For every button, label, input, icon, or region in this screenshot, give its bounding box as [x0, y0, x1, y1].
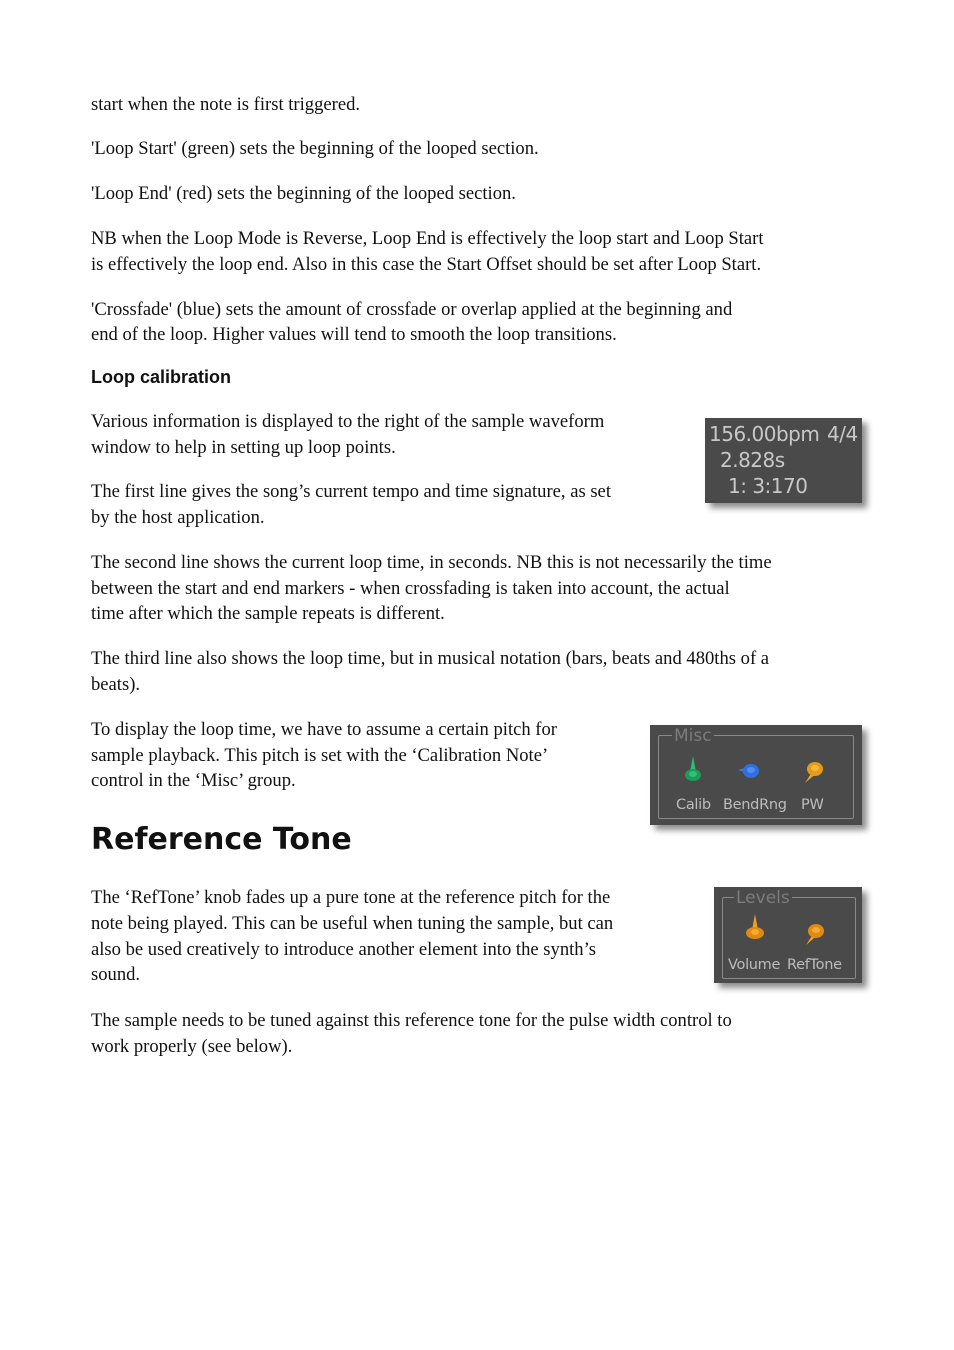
paragraph-line: between the start and end markers - when crossfading is taken into account, the actual	[91, 578, 730, 599]
paragraph-line: control in the ‘Misc’ group.	[91, 770, 296, 791]
paragraph-line: The second line shows the current loop time, in seconds. NB this is not necessarily the time	[91, 552, 772, 573]
paragraph-line: The first line gives the song’s current tempo and time signature, as set	[91, 481, 611, 502]
levels-group-panel	[714, 887, 862, 983]
reftone-knob-label: RefTone	[787, 957, 842, 973]
pw-knob-label: PW	[801, 797, 824, 813]
loop-info-display	[705, 418, 862, 503]
paragraph-line: window to help in setting up loop points.	[91, 437, 396, 458]
paragraph-line: sample playback. This pitch is set with the ‘Calibration Note’	[91, 745, 549, 766]
calib-knob-icon[interactable]	[681, 755, 707, 787]
bendrng-knob-label: BendRng	[723, 797, 787, 813]
paragraph-line: end of the loop. Higher values will tend to smooth the loop transitions.	[91, 324, 617, 345]
paragraph-line: Various information is displayed to the right of the sample waveform	[91, 411, 605, 432]
misc-group-panel	[650, 725, 862, 825]
volume-knob-label: Volume	[728, 957, 781, 973]
calib-knob-label: Calib	[676, 797, 711, 813]
paragraph-line: The ‘RefTone’ knob fades up a pure tone at the reference pitch for the	[91, 887, 611, 908]
paragraph-line: work properly (see below).	[91, 1036, 293, 1057]
paragraph-line: time after which the sample repeats is different.	[91, 603, 445, 624]
heading-reference-tone: Reference Tone	[91, 822, 352, 857]
paragraph-line: also be used creatively to introduce another element into the synth’s	[91, 939, 596, 960]
levels-group-title: Levels	[736, 888, 790, 908]
paragraph-line: is effectively the loop end. Also in this case the Start Offset should be set after Loop Start.	[91, 254, 762, 275]
paragraph-line: To display the loop time, we have to assume a certain pitch for	[91, 719, 557, 740]
paragraph-note-trigger: start when the note is first triggered.	[91, 94, 361, 115]
pw-knob-icon[interactable]	[801, 757, 827, 789]
paragraph-line: sound.	[91, 964, 141, 985]
paragraph-line: by the host application.	[91, 507, 265, 528]
loop-musical-readout: 1: 3:170	[728, 474, 808, 498]
loop-seconds-readout: 2.828s	[720, 448, 785, 472]
paragraph-line: The third line also shows the loop time, but in musical notation (bars, beats and 480ths of a	[91, 648, 770, 669]
volume-knob-icon[interactable]	[742, 913, 768, 945]
paragraph-loop-end: 'Loop End' (red) sets the beginning of the looped section.	[91, 183, 516, 204]
reftone-knob-icon[interactable]	[802, 919, 828, 951]
paragraph-loop-start: 'Loop Start' (green) sets the beginning of the looped section.	[91, 138, 539, 159]
misc-group-title: Misc	[674, 726, 712, 746]
tempo-readout: 156.00bpm	[709, 422, 820, 446]
paragraph-line: beats).	[91, 674, 141, 695]
paragraph-line: NB when the Loop Mode is Reverse, Loop End is effectively the loop start and Loop Start	[91, 228, 764, 249]
time-signature-readout: 4/4	[827, 422, 858, 446]
heading-loop-calibration: Loop calibration	[91, 367, 232, 387]
paragraph-line: The sample needs to be tuned against this reference tone for the pulse width control to	[91, 1010, 732, 1031]
paragraph-line: 'Crossfade' (blue) sets the amount of crossfade or overlap applied at the beginning and	[91, 299, 733, 320]
bendrng-knob-icon[interactable]	[736, 757, 762, 789]
paragraph-line: note being played. This can be useful when tuning the sample, but can	[91, 913, 614, 934]
